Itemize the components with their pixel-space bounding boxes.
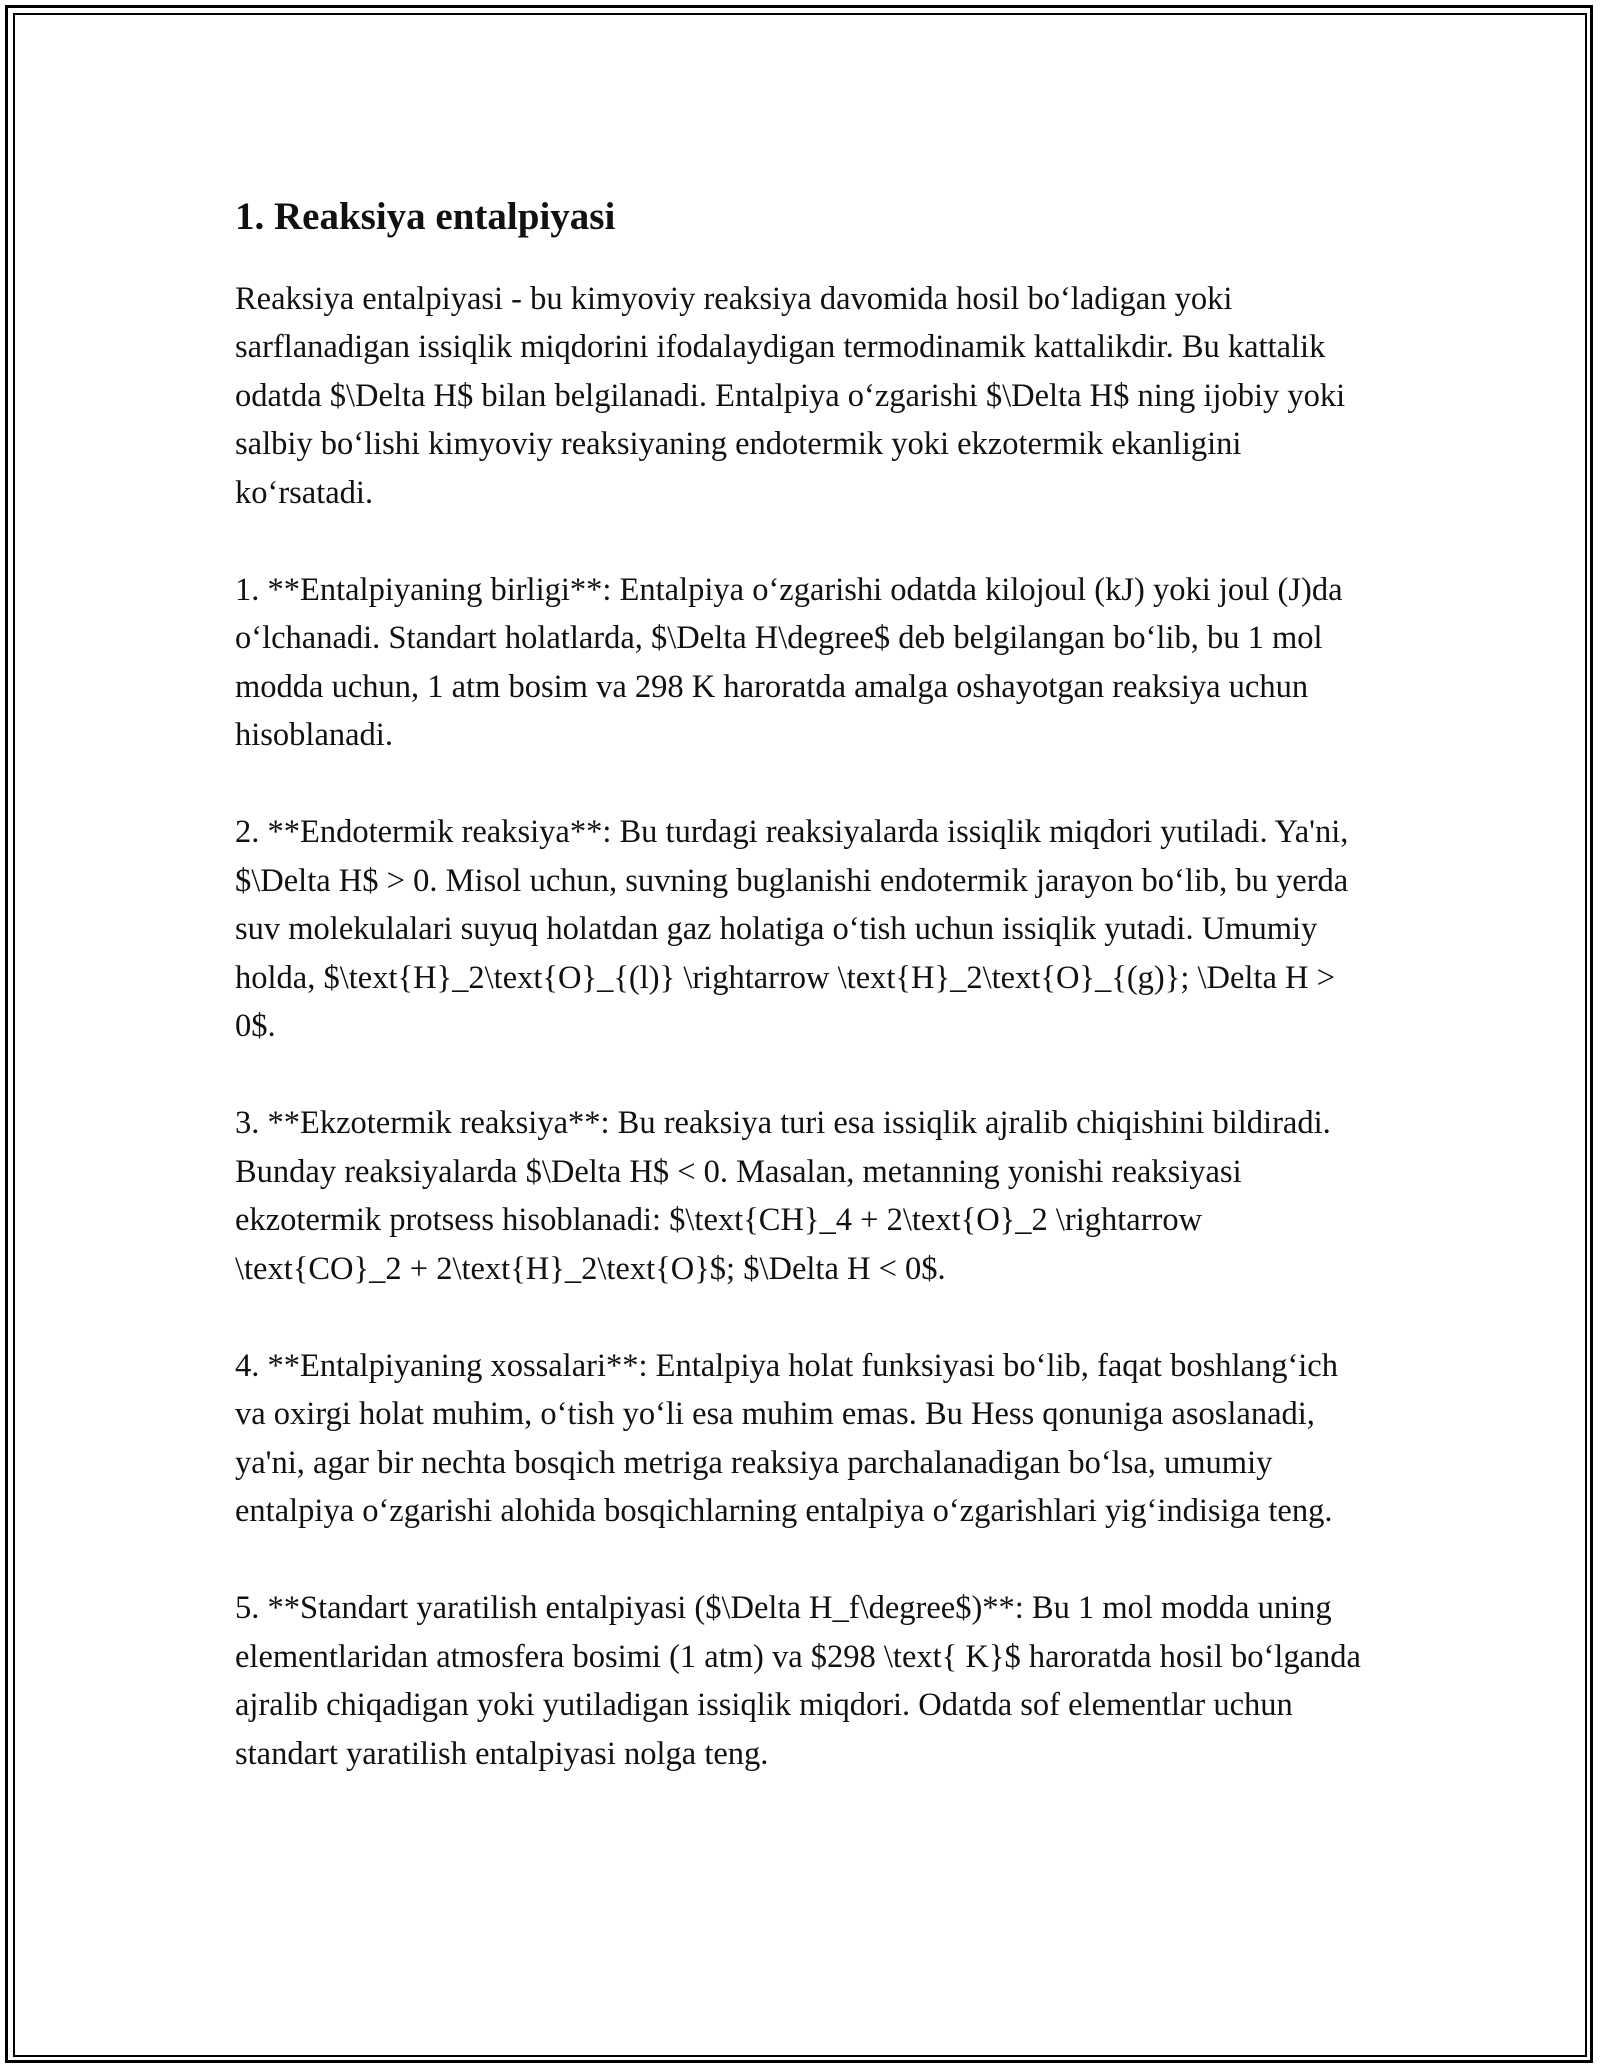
list-item-enthalpy-properties: 4. **Entalpiyaning xossalari**: Entalpiya holat funksiyasi bo‘lib, faqat boshlang‘ich va oxirgi holat muhim, o‘tish yo‘li esa muhim emas. Bu Hess qonuniga asoslanadi, ya'ni, agar bir nechta bosqich metriga reaksiya parchalanadigan bo‘lsa, umumiy entalpiya o‘zgarishi alohida bosqichlarning entalpiya o‘zgarishlari yig‘indisiga teng. bbox=[235, 1347, 1338, 1530]
list-item-exothermic: 3. **Ekzotermik reaksiya**: Bu reaksiya turi esa issiqlik ajralib chiqishini bildiradi. Bunday reaksiyalarda $\Delta H$ < 0. Masalan, metanning yonishi reaksiyasi ekzotermik protsess hisoblanadi: $\text{CH}_4 + 2\text{O}_2 \rightarrow \text{CO}_2 + 2\text{H}_2\text{O}$; $\Delta H < 0$. bbox=[235, 1105, 1331, 1287]
list-item-enthalpy-unit: 1. **Entalpiyaning birligi**: Entalpiya o‘zgarishi odatda kilojoul (kJ) yoki joul (J)da o‘lchanadi. Standart holatlarda, $\Delta H\degree$ deb belgilangan bo‘lib, bu 1 mol modda uchun, 1 atm bosim va 298 K haroratda amalga oshayotgan reaksiya uchun hisoblanadi. bbox=[235, 571, 1343, 754]
list-item-standard-formation: 5. **Standart yaratilish entalpiyasi ($\Delta H_f\degree$)**: Bu 1 mol modda uning elementlaridan atmosfera bosimi (1 atm) va $298 \text{ K}$ haroratda hosil bo‘lganda ajralib chiqadigan yoki yutiladigan issiqlik miqdori. Odatda sof elementlar uchun standart yaratilish entalpiyasi nolga teng. bbox=[235, 1590, 1361, 1772]
list-item-endothermic: 2. **Endotermik reaksiya**: Bu turdagi reaksiyalarda issiqlik miqdori yutiladi. Ya'ni, $\Delta H$ > 0. Misol uchun, suvning buglanishi endotermik jarayon bo‘lib, bu yerda suv molekulalari suyuq holatdan gaz holatiga o‘tish uchun issiqlik yutadi. Umumiy holda, $\text{H}_2\text{O}_{(l)} \rightarrow \text{H}_2\text{O}_{(g)}; \Delta H > 0$. bbox=[235, 814, 1349, 1045]
intro-paragraph: Reaksiya entalpiyasi - bu kimyoviy reaksiya davomida hosil bo‘ladigan yoki sarflanadigan issiqlik miqdorini ifodalaydigan termodinamik kattalikdir. Bu kattalik odatda $\Delta H$ bilan belgilanadi. Entalpiya o‘zgarishi $\Delta H$ ning ijobiy yoki salbiy bo‘lishi kimyoviy reaksiyaning endotermik yoki ekzotermik ekanligini ko‘rsatadi. bbox=[235, 280, 1346, 511]
document-body bbox=[235, 180, 1375, 1827]
document-title: 1. Reaksiya entalpiyasi bbox=[235, 195, 616, 238]
